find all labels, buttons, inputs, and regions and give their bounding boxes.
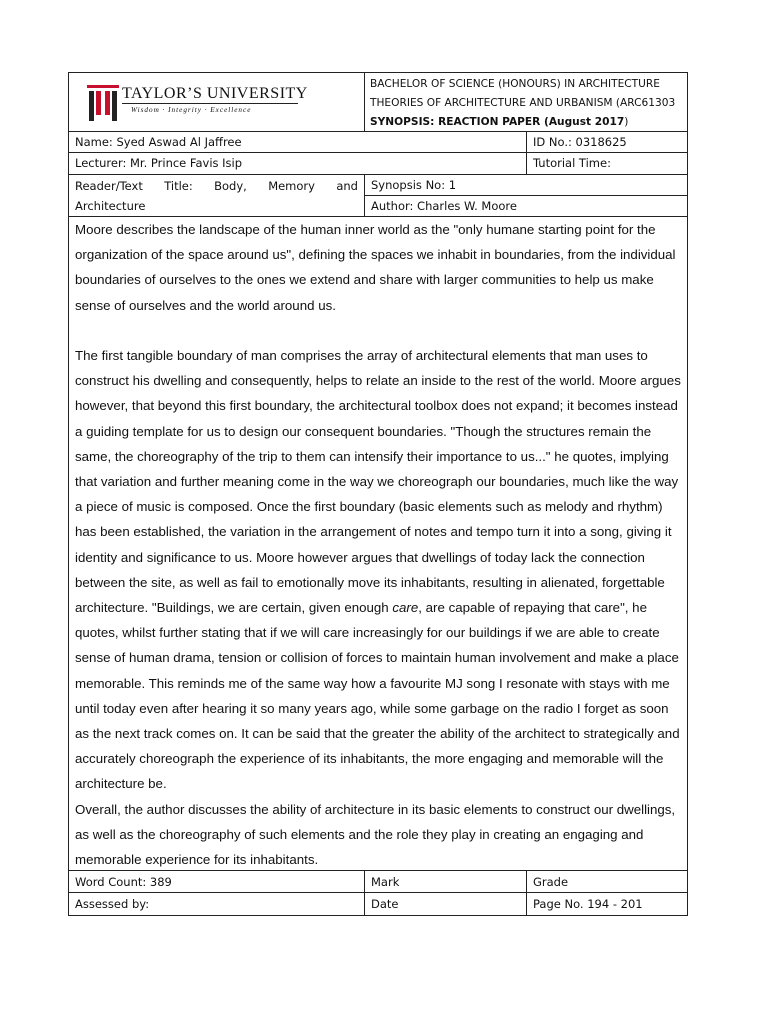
reader-row [69,175,687,217]
synopsis-label: SYNOPSIS: REACTION PAPER ( [370,116,549,128]
lecturer-row [69,153,687,175]
reader-word-5: and [336,179,358,193]
student-id: ID No.: 0318625 [533,135,627,149]
university-crest-icon [87,85,119,121]
tutorial-time: Tutorial Time: [533,156,611,170]
synopsis-close: ) [624,116,629,128]
reader-word-1: Reader/Text [75,179,143,193]
reader-word-4: Memory [268,179,315,193]
paragraph-3: Overall, the author discusses the ability of architecture in its basic elements to construct our dwellings, as well as the choreography of such elements and the role they play in creating an engaging and memorable experience for its inhabitants. [75,801,676,868]
wordcount-row [69,871,687,893]
synopsis-body [75,217,681,872]
reader-word-2: Title: [164,179,193,193]
reading-author: Author: Charles W. Moore [371,199,517,213]
body-row [69,217,687,871]
reader-text-line1 [69,175,364,196]
reader-text-line2: Architecture [75,199,146,213]
reader-text-cell [69,175,365,216]
paragraph-2-part-1: The first tangible boundary of man comprises the array of architectural elements that man uses to construct his dwelling and consequently, helps to relate an inside to the rest of the world. Moore argues however, that beyond this first boundary, the architectural toolbox does not expand; it becomes instead a guiding template for us to design our consequent boundaries. "Though the structures remain the same, the choreography of the trip to them can intensify their importance to us..." he quotes, implying that variation and further meaning come in the way we choreograph our boundaries, much like the way a piece of music is composed. Once the first boundary (basic elements such as melody and rhythm) has been established, the variation in the arrangement of notes and tempo turn it into a song, giving it identity and significance to us. Moore however argues that dwellings of today lack the connection between the site, as well as fail to emotionally move its inhabitants, resulting in alienated, forgettable architecture. "Buildings, we are certain, given enough [75,348,681,616]
assessed-row [69,893,687,915]
logo-divider [122,103,298,104]
synopsis-form [68,72,688,916]
word-count: Word Count: 389 [69,871,365,892]
reader-word-3: Body, [214,179,247,193]
paragraph-2-emphasis: care [392,600,419,616]
course-title: THEORIES OF ARCHITECTURE AND URBANISM (ARC61303 [370,97,676,109]
date-label: Date [365,893,527,915]
mark-label: Mark [365,871,527,892]
university-name: TAYLOR’S UNIVERSITY [122,85,308,102]
page-range: Page No. 194 - 201 [533,897,643,911]
synopsis-type [365,113,687,131]
assessed-by: Assessed by: [69,893,365,915]
paragraph-spacer [75,318,681,343]
paragraph-2 [75,343,681,797]
name-row [69,132,687,153]
university-tagline: Wisdom · Integrity · Excellence [131,106,252,114]
synopsis-meta-cell [365,175,687,216]
logo-cell [69,73,365,131]
paragraph-1: Moore describes the landscape of the human inner world as the "only humane starting point for the organization of the space around us", defining the spaces we inhabit in boundaries, from the individual boundaries of ourselves to the ones we extend and share with larger communities to help us make sense of ourselves and the world around us. [75,222,676,313]
student-name: Name: Syed Aswad Al Jaffree [69,132,527,152]
lecturer: Lecturer: Mr. Prince Favis Isip [69,153,527,174]
synopsis-number: Synopsis No: 1 [365,175,687,196]
paragraph-2-part-2: , are capable of repaying that care", he quotes, whilst further stating that if we will care increasingly for our buildings if we are able to create sense of human drama, tension or collision of forces to maintain human involvement and make a place memorable. This reminds me of the same way how a favourite MJ song I resonate with stays with me until today even after hearing it so many years ago, while some garbage on the radio I forget as soon as the next track comes on. It can be said that the greater the ability of the architect to strategically and accurately choreograph the experience of its inhabitants, the more engaging and memorable will the architecture be. [75,600,680,792]
header-row [69,73,687,132]
synopsis-date: August 2017 [548,116,625,128]
grade-label: Grade [533,875,569,889]
program-title: BACHELOR OF SCIENCE (HONOURS) IN ARCHITECTURE [370,78,660,90]
course-info-cell [365,73,687,131]
